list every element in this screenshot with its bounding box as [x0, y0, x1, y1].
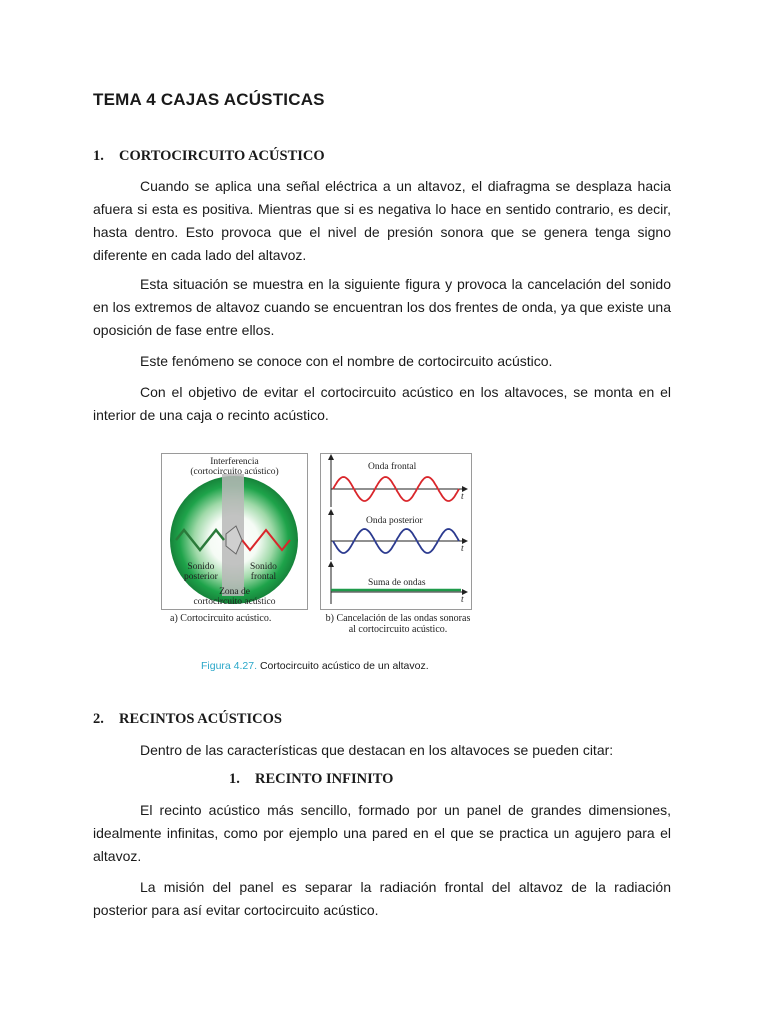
- panel-b-caption: b) Cancelación de las ondas sonoras al cortocircuito acústico.: [325, 613, 471, 635]
- front-wave-label: Onda frontal: [368, 462, 417, 472]
- section-1-heading: [93, 148, 325, 165]
- figure-caption-label: Figura 4.27.: [201, 660, 258, 672]
- paragraph: Cuando se aplica una señal eléctrica a un altavoz, el diafragma se desplaza hacia afuera si esta es positiva. Mientras que si es negativa lo hace en sentido contrario, es decir, hasta dentro. Esto provoca que el nivel de presión sonora que se genera tenga signo diferente en cada lado del altavoz.: [93, 178, 671, 263]
- t-axis-label: t: [461, 544, 464, 554]
- page-title: TEMA 4 CAJAS ACÚSTICAS: [93, 90, 325, 109]
- figure-caption: [201, 660, 429, 672]
- figure-panel-a: [161, 453, 308, 610]
- figure-panel-b: [320, 453, 472, 610]
- section-2-title: RECINTOS ACÚSTICOS: [119, 711, 282, 727]
- front-sound-label: Sonido frontal: [250, 562, 277, 582]
- section-2-heading: [93, 711, 282, 728]
- figure-caption-text: Cortocircuito acústico de un altavoz.: [257, 660, 429, 672]
- subsection-title: RECINTO INFINITO: [255, 771, 394, 787]
- subsection-heading: [229, 771, 393, 788]
- paragraph: La misión del panel es separar la radiación frontal del altavoz de la radiación posterior para así evitar cortocircuito acústico.: [93, 879, 671, 918]
- subsection-number: 1.: [229, 771, 240, 787]
- sum-waves-label: Suma de ondas: [368, 578, 426, 588]
- paragraph: Dentro de las características que destacan en los altavoces se pueden citar:: [140, 742, 614, 758]
- t-axis-label: t: [461, 595, 464, 605]
- t-axis-label: t: [461, 492, 464, 502]
- rear-sound-label: Sonido posterior: [184, 562, 218, 582]
- speaker-diagram: [162, 454, 307, 609]
- paragraph: Este fenómeno se conoce con el nombre de cortocircuito acústico.: [140, 353, 553, 369]
- section-2-number: 2.: [93, 711, 104, 727]
- section-1-title: CORTOCIRCUITO ACÚSTICO: [119, 148, 325, 164]
- panel-a-caption: a) Cortocircuito acústico.: [170, 613, 272, 624]
- paragraph: Con el objetivo de evitar el cortocircuito acústico en los altavoces, se monta en el interior de una caja o recinto acústico.: [93, 384, 671, 423]
- figure-acoustic-short-circuit: [160, 450, 482, 680]
- rear-wave-label: Onda posterior: [366, 516, 423, 526]
- section-1-number: 1.: [93, 148, 104, 164]
- paragraph: El recinto acústico más sencillo, formado por un panel de grandes dimensiones, idealmente infinitas, como por ejemplo una pared en el que se practica un agujero para el altavoz.: [93, 802, 671, 864]
- zone-label: Zona de cortocircuito acústico: [193, 587, 276, 607]
- interference-label: Interferencia (cortocircuito acústico): [190, 457, 279, 477]
- paragraph: Esta situación se muestra en la siguiente figura y provoca la cancelación del sonido en los extremos de altavoz cuando se encuentran los dos frentes de onda, ya que existe una oposición de fase entre ellos.: [93, 276, 671, 338]
